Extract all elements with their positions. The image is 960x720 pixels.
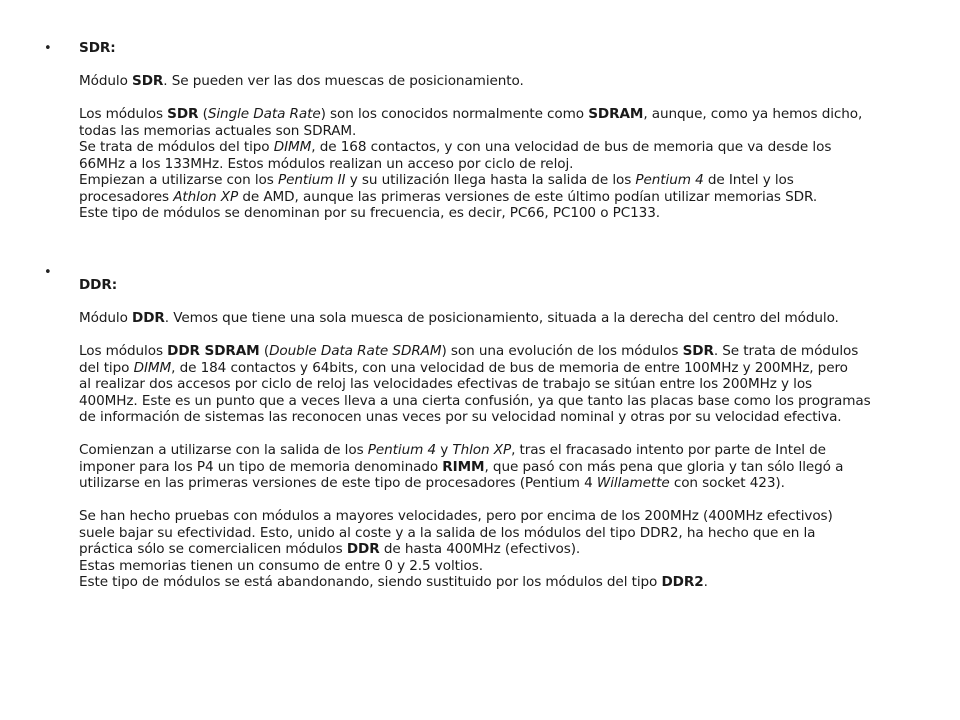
sdr-text-line: Este tipo de módulos se denominan por su frecuencia, es decir, PC66, PC100 o PC133. [79, 205, 660, 221]
ddr-text-line: Se han hecho pruebas con módulos a mayores velocidades, pero por encima de los 200MHz (400MHz efectivos) [79, 508, 833, 524]
ddr-text-line: Los módulos DDR SDRAM (Double Data Rate SDRAM) son una evolución de los módulos SDR. Se trata de módulos [79, 343, 859, 359]
ddr-section [79, 277, 909, 591]
ddr-text-line: Estas memorias tienen un consumo de entre 0 y 2.5 voltios. [79, 557, 483, 574]
ddr-text-line: del tipo DIMM, de 184 contactos y 64bits, con una velocidad de bus de memoria de entre 100MHz y 200MHz, pero [79, 359, 848, 376]
ddr-text-line: suele bajar su efectividad. Esto, unido al coste y a la salida de los módulos del tipo DDR2, ha hecho que en la [79, 524, 816, 541]
sdr-heading: SDR: [79, 40, 116, 56]
ddr-text-line: de información de sistemas las reconocen unas veces por su velocidad nominal y otras por su velocidad efectiva. [79, 409, 842, 425]
ddr-heading: DDR: [79, 277, 118, 293]
sdr-text-line: Los módulos SDR (Single Data Rate) son los conocidos normalmente como SDRAM, aunque, como ya hemos dicho, [79, 106, 863, 122]
ddr-text-line: práctica sólo se comercialicen módulos DDR de hasta 400MHz (efectivos). [79, 541, 581, 557]
sdr-text-line: 66MHz a los 133MHz. Estos módulos realizan un acceso por ciclo de reloj. [79, 155, 574, 172]
ddr-text-line: 400MHz. Este es un punto que a veces lleva a una cierta confusión, ya que tanto las placas base como los programas [79, 392, 871, 409]
sdr-text-line: todas las memorias actuales son SDRAM. [79, 122, 357, 139]
sdr-caption: Módulo SDR. Se pueden ver las dos muescas de posicionamiento. [79, 73, 524, 89]
ddr-text-line: imponer para los P4 un tipo de memoria denominado RIMM, que pasó con más pena que gloria y tan sólo llegó a [79, 458, 844, 475]
ddr-text-line: utilizarse en las primeras versiones de este tipo de procesadores (Pentium 4 Willamette con socket 423). [79, 475, 785, 491]
ddr-text-line: al realizar dos accesos por ciclo de reloj las velocidades efectivas de trabajo se sitúan entre los 200MHz y los [79, 376, 813, 392]
sdr-text-line: Empiezan a utilizarse con los Pentium II y su utilización llega hasta la salida de los Pentium 4 de Intel y los [79, 172, 794, 188]
ddr-text-line: Este tipo de módulos se está abandonando, siendo sustituido por los módulos del tipo DDR2. [79, 574, 708, 590]
sdr-text-line: Se trata de módulos del tipo DIMM, de 168 contactos, y con una velocidad de bus de memoria que va desde los [79, 139, 832, 155]
bullet-sdr: • [44, 41, 52, 56]
sdr-section [79, 40, 909, 222]
ddr-caption: Módulo DDR. Vemos que tiene una sola muesca de posicionamiento, situada a la derecha del centro del módulo. [79, 310, 839, 326]
bullet-ddr: • [44, 265, 52, 280]
sdr-text-line: procesadores Athlon XP de AMD, aunque las primeras versiones de este último podían utilizar memorias SDR. [79, 188, 818, 205]
ddr-text-line: Comienzan a utilizarse con la salida de los Pentium 4 y Thlon XP, tras el fracasado intento por parte de Intel de [79, 442, 826, 458]
